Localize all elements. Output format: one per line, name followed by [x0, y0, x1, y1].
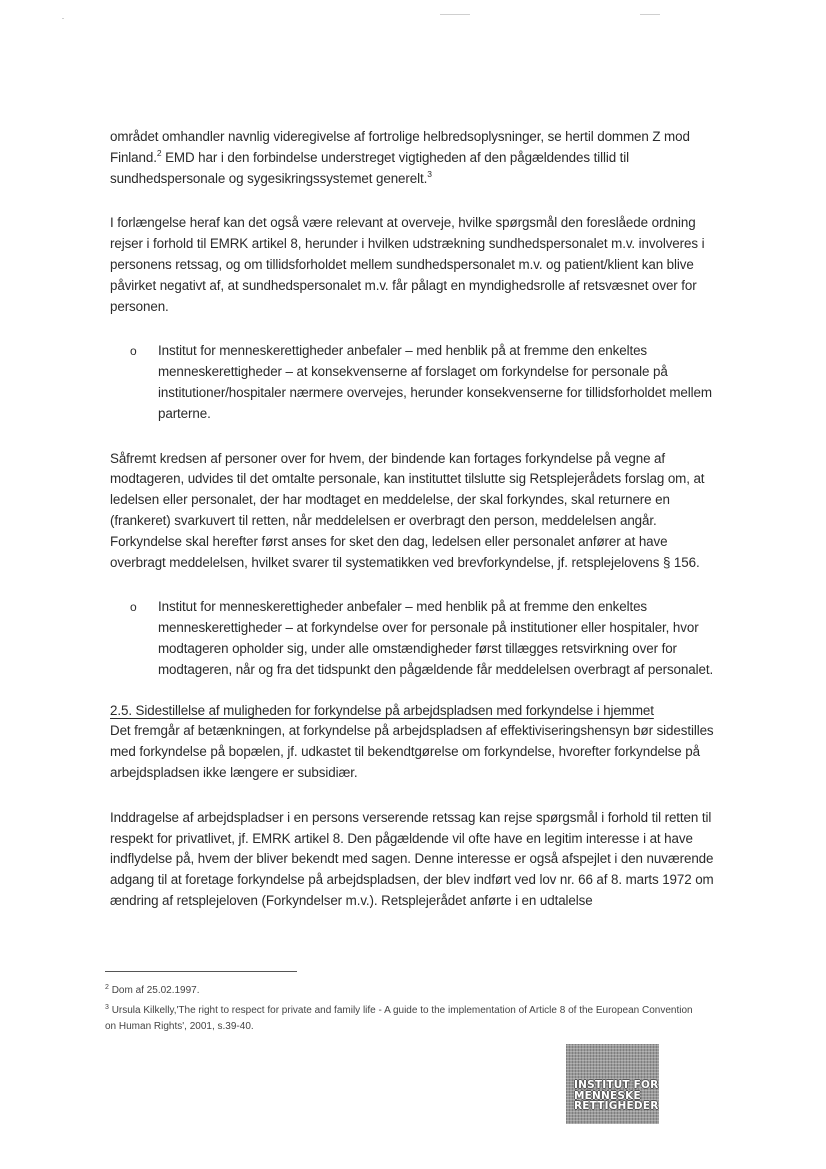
footnote-3-text: Ursula Kilkelly,'The right to respect for private and family life - A guide to the implementation of Article 8 of the European Convention on Human Rights', 2001, s.39-40. — [105, 1005, 693, 1032]
logo-line-3: RETTIGHEDER — [574, 1100, 659, 1112]
footnote-ref-3: 3 — [427, 168, 432, 179]
paragraph-3: Såfremt kredsen af personer over for hvem, der bindende kan fortages forkyndelse på vegne af modtageren, udvides til det omtalte personale, kan instituttet tilslutte sig Retsplejerådets forslag om, at ledelsen eller personalet, der har modtaget en meddelelse, der skal forkyndes, skal returnere en (frankeret) svarkuvert til retten, når meddelelsen er overbragt den person, meddelelsen angår. Forkyndelse skal herefter først anses for sket den dag, ledelsen eller personalet anfører at have overbragt meddelelsen, hvilket svarer til systematikken ved brevforkyndelse, jf. retsplejelovens § 156. — [110, 450, 705, 570]
section-heading-2-5: 2.5. Sidestillelse af muligheden for forkyndelse på arbejdspladsen med forkyndelse i hjemmet — [110, 702, 654, 718]
bullet-2-text: Institut for menneskerettigheder anbefaler – med henblik på at fremme den enkeltes menneskerettigheder – at forkyndelse over for personale på institutioner eller hospitaler, hvor modtageren opholder sig, under alle omstændigheder først tillægges retsvirkning over for modtageren, når og fra det tidspunkt den pågældende får meddelelsen overbragt af personalet. — [158, 599, 714, 677]
paragraph-1 — [110, 127, 718, 189]
footnotes — [105, 983, 705, 1039]
scan-artifact — [440, 14, 470, 15]
footnote-3 — [105, 1003, 705, 1035]
footnote-2-number: 2 — [105, 984, 109, 991]
paragraph-5: Inddragelse af arbejdspladser i en persons verserende retssag kan rejse spørgsmål i forhold til retten til respekt for privatlivet, jf. EMRK artikel 8. Den pågældende vil ofte have en legitim interesse i at have indflydelse på, hvem der bliver bekendt med sagen. Denne interesse er også afspejlet i den nuværende adgang til at foretage forkyndelse på arbejdspladsen, der blev indført ved lov nr. 66 af 8. marts 1972 om ændring af retsplejeloven (Forkyndelser m.v.). Retsplejerådet anførte i en udtalelse — [110, 809, 714, 908]
footnote-divider — [105, 971, 297, 972]
logo-wordmark — [574, 1080, 658, 1112]
footnote-3-number: 3 — [105, 1004, 109, 1011]
recommendation-bullet-2 — [110, 597, 718, 680]
scan-artifact — [640, 14, 660, 15]
paragraph-4: Det fremgår af betænkningen, at forkyndelse på arbejdspladsen af effektiviseringshensyn bør sidestilles med forkyndelse på bopælen, jf. udkastet til bekendtgørelse om forkyndelse, hvorefter forkyndelse på arbejdspladsen ikke længere er subsidiær. — [110, 723, 714, 780]
body-text — [110, 127, 718, 912]
scan-artifact — [62, 18, 64, 19]
footnote-ref-2: 2 — [156, 147, 162, 158]
paragraph-2: I forlængelse heraf kan det også være relevant at overveje, hvilke spørgsmål den foreslåede ordning rejser i forhold til EMRK artikel 8, herunder i hvilken udstrækning sundhedspersonalet m.v. involveres i personens retssag, og om tillidsforholdet mellem sundhedspersonalet m.v. og patient/klient kan blive påvirket negativt af, at sundhedspersonalet m.v. får pålagt en myndighedsrolle af retsvæsnet over for personen. — [110, 215, 705, 314]
bullet-circle-icon: o — [130, 344, 137, 359]
institute-logo — [566, 1044, 659, 1124]
logo-line-2: MENNESKE — [574, 1089, 641, 1102]
paragraph-1-text-a: området omhandler navnlig videregivelse af fortrolige helbredsoplysninger, se hertil dommen Z mod Finland. — [110, 129, 690, 165]
footnote-2-text: Dom af 25.02.1997. — [111, 985, 200, 996]
paragraph-1-text-b: EMD har i den forbindelse understreget vigtigheden af den pågældendes tillid til sundhedspersonale og sygesikringssystemet generelt. — [110, 149, 630, 186]
footnote-2 — [105, 983, 705, 999]
bullet-circle-icon: o — [130, 600, 137, 615]
bullet-1-text: Institut for menneskerettigheder anbefaler – med henblik på at fremme den enkeltes menneskerettigheder – at konsekvenserne af forslaget om forkyndelse for personale på institutioner/hospitaler nærmere overvejes, herunder konsekvenserne for tillidsforholdet mellem parterne. — [158, 343, 712, 421]
recommendation-bullet-1 — [110, 341, 718, 424]
logo-line-1: INSTITUT FOR — [574, 1079, 659, 1091]
